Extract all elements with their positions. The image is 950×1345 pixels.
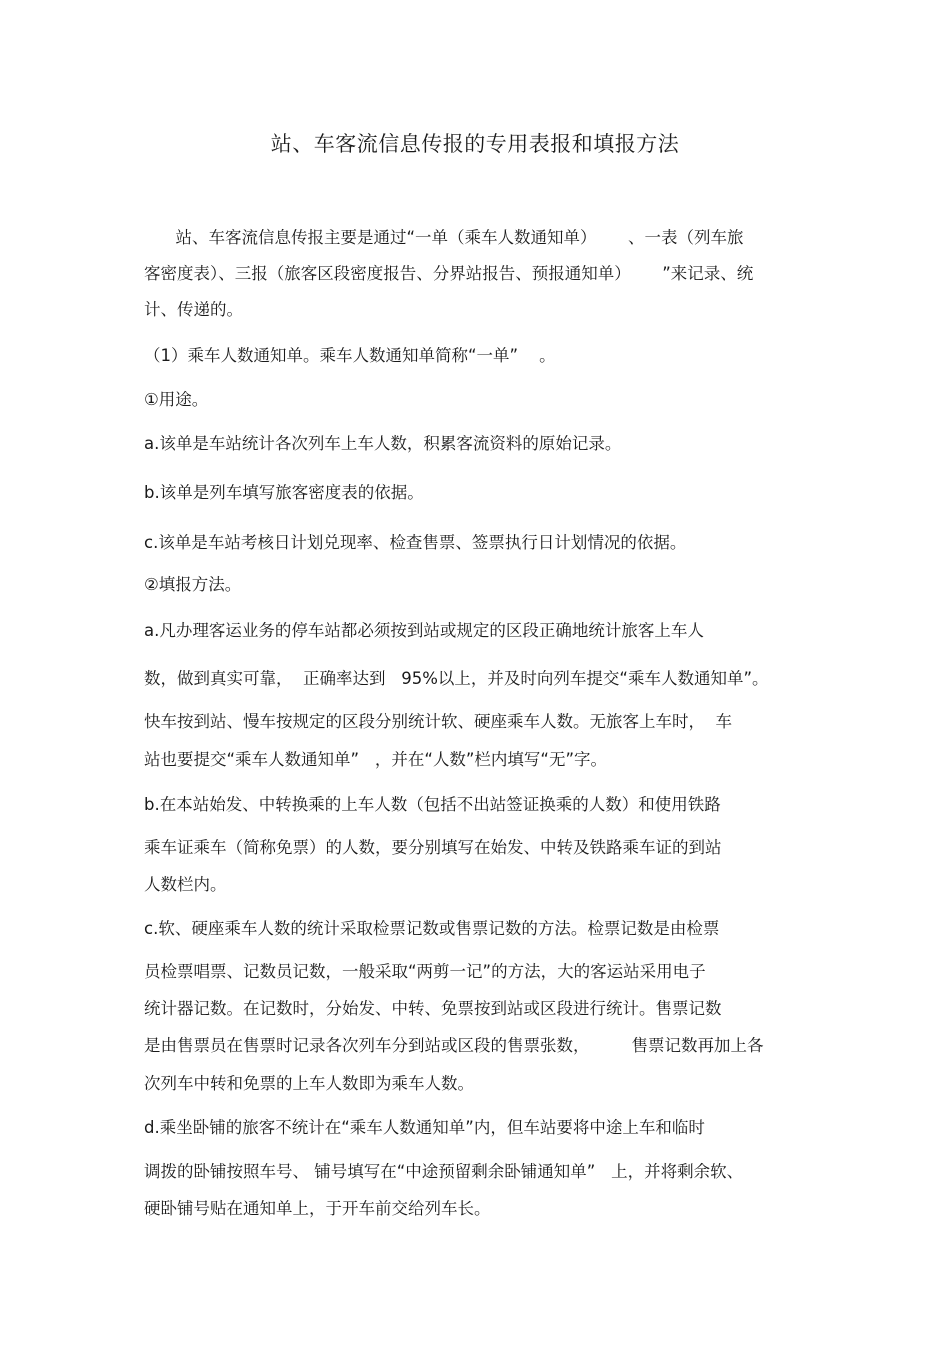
body-line: 乘车证乘车（简称免票）的人数，要分别填写在始发、中转及铁路乘车证的到站 [144, 838, 722, 857]
body-line: 站、车客流信息传报主要是通过“一单（乘车人数通知单） 、一表（列车旅 [144, 228, 744, 247]
body-line: b.在本站始发、中转换乘的上车人数（包括不出站签证换乘的人数）和使用铁路 [144, 795, 721, 814]
body-line: 调拨的卧铺按照车号、 铺号填写在“中途预留剩余卧铺通知单” 上，并将剩余软、 [144, 1162, 744, 1181]
body-line: b.该单是列车填写旅客密度表的依据。 [144, 483, 424, 502]
body-line: a.该单是车站统计各次列车上车人数，积累客流资料的原始记录。 [144, 434, 622, 453]
body-line: 站也要提交“乘车人数通知单” ，并在“人数”栏内填写“无”字。 [144, 750, 608, 769]
body-line: 客密度表）、三报（旅客区段密度报告、分界站报告、预报通知单） ”来记录、统 [144, 264, 754, 283]
body-line: c.该单是车站考核日计划兑现率、检查售票、签票执行日计划情况的依据。 [144, 533, 687, 552]
page-title: 站、车客流信息传报的专用表报和填报方法 [270, 132, 680, 156]
body-line: 统计器记数。在记数时，分始发、中转、免票按到站或区段进行统计。售票记数 [144, 999, 722, 1018]
body-line: 人数栏内。 [144, 875, 227, 894]
body-line: 快车按到站、慢车按规定的区段分别统计软、硬座乘车人数。无旅客上车时， 车 [144, 712, 732, 731]
body-line: 硬卧铺号贴在通知单上，于开车前交给列车长。 [144, 1199, 491, 1218]
body-line: 次列车中转和免票的上车人数即为乘车人数。 [144, 1074, 474, 1093]
body-line: c.软、硬座乘车人数的统计采取检票记数或售票记数的方法。检票记数是由检票 [144, 919, 720, 938]
body-line: 员检票唱票、记数员记数，一般采取“两剪一记”的方法，大的客运站采用电子 [144, 962, 706, 981]
body-line: a.凡办理客运业务的停车站都必须按到站或规定的区段正确地统计旅客上车人 [144, 621, 704, 640]
body-line: d.乘坐卧铺的旅客不统计在“乘车人数通知单”内，但车站要将中途上车和临时 [144, 1118, 705, 1137]
body-line: 计、传递的。 [144, 300, 243, 319]
subsection-heading: ①用途。 [144, 390, 209, 409]
body-line: 是由售票员在售票时记录各次列车分到站或区段的售票张数， 售票记数再加上各 [144, 1036, 764, 1055]
body-line: 数，做到真实可靠， 正确率达到 95%以上，并及时向列车提交“乘车人数通知单”。 [144, 669, 769, 688]
subsection-heading: ②填报方法。 [144, 575, 242, 594]
section-heading: （1）乘车人数通知单。乘车人数通知单简称“一单” 。 [144, 346, 556, 365]
